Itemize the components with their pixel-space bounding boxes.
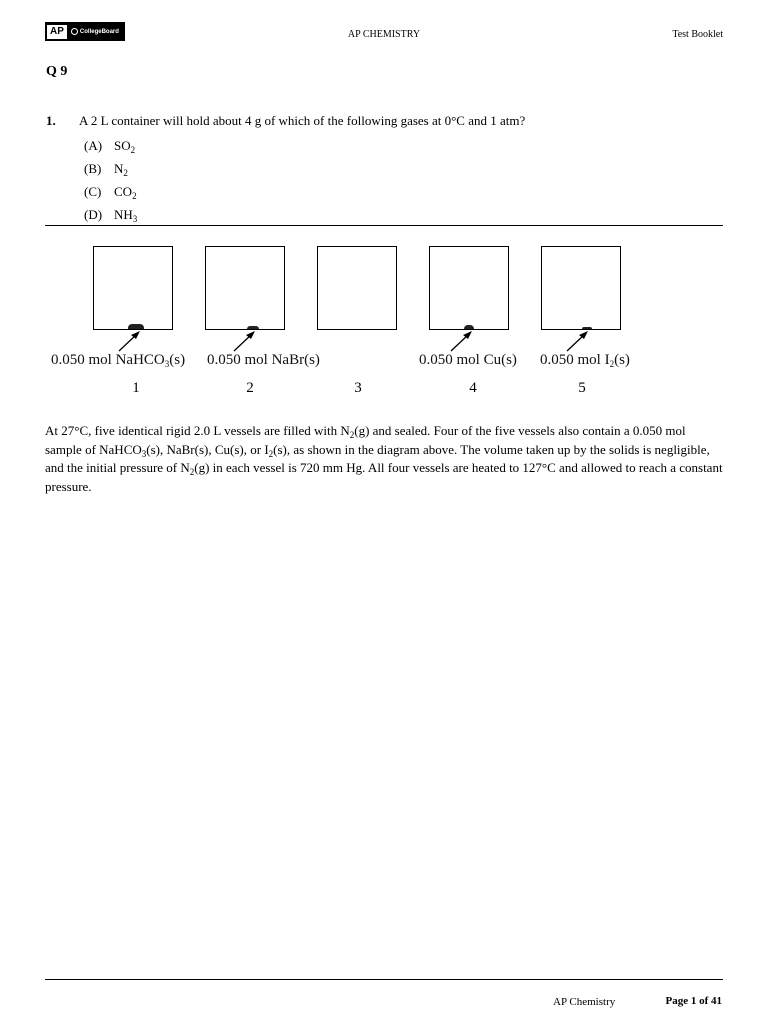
para-text-1: At 27°C, five identical rigid 2.0 L vessels are filled with N [45, 423, 350, 438]
para-sub-2: 3 [141, 448, 147, 459]
para-text-2: (g) and sealed. Four of the five vessels also contain a 0.050 mol sample of NaHCO [45, 423, 686, 457]
vessel-3 [317, 246, 397, 330]
vessel-5-label-sub: 2 [609, 359, 615, 369]
vessel-2-label [207, 352, 320, 369]
para-text-5: (g) in each vessel is 720 mm Hg. All four vessels are heated to 127°C and allowed to reach a constant pressure. [45, 460, 723, 494]
page-number: Page 1 of 41 [665, 995, 722, 1007]
para-sub-3: 2 [268, 448, 274, 459]
choice-subscript: 2 [123, 168, 128, 178]
choice-formula: NH [114, 207, 133, 222]
question-text: A 2 L container will hold about 4 g of which of the following gases at 0°C and 1 atm? [79, 113, 526, 128]
vessel-4-number: 4 [469, 380, 477, 396]
choice-formula: SO [114, 138, 131, 153]
collegeboard-wordmark: CollegeBoard [79, 29, 119, 36]
page-header [45, 22, 723, 42]
section-divider [45, 225, 723, 226]
footer-subject: AP Chemistry [553, 996, 616, 1008]
header-booklet: Test Booklet [672, 29, 723, 40]
question-label: Q 9 [46, 64, 68, 79]
vessel-1-label-state: (s) [169, 352, 186, 368]
vessel-1-label-text: 0.050 mol NaHCO [51, 352, 165, 368]
vessel-4 [429, 246, 509, 330]
vessel-2-number: 2 [246, 380, 254, 396]
choice-letter: (A) [84, 138, 103, 153]
vessel-1-label-sub: 3 [164, 359, 170, 369]
vessel-2 [205, 246, 285, 330]
choice-letter: (C) [84, 184, 102, 199]
vessel-4-label-state: (s) [501, 352, 517, 368]
choice-subscript: 3 [132, 214, 138, 224]
ap-logo-mark: AP [47, 25, 67, 39]
choice-subscript: 2 [132, 191, 137, 201]
choice-letter: (B) [84, 161, 102, 176]
vessel-5-label-text: 0.050 mol I [540, 352, 610, 368]
para-text-4: (s), as shown in the diagram above. The volume taken up by the solids is negligible, and the initial pressure of N [45, 441, 710, 475]
para-sub-1: 2 [349, 430, 355, 440]
arrow-icon [115, 329, 145, 353]
vessel-1-number: 1 [132, 380, 140, 396]
choice-formula: CO [114, 184, 133, 199]
vessel-5-label [540, 352, 630, 369]
choice-letter: (D) [84, 207, 103, 222]
vessels-diagram [45, 236, 723, 406]
vessel-4-label [419, 352, 517, 369]
vessel-5-number: 5 [578, 380, 586, 396]
arrow-icon [230, 329, 260, 353]
para-sub-4: 2 [189, 467, 195, 477]
arrow-icon [563, 329, 593, 353]
arrow-icon [447, 329, 477, 353]
vessel-5-label-state: (s) [614, 352, 630, 368]
vessel-4-label-text: 0.050 mol Cu [419, 352, 502, 368]
header-subject: AP CHEMISTRY [347, 29, 421, 40]
question-number: 1. [46, 113, 56, 128]
choice-a[interactable] [84, 136, 137, 159]
vessel-2-label-state: (s) [304, 352, 320, 368]
vessel-3-number: 3 [354, 380, 362, 396]
scenario-paragraph [45, 422, 725, 496]
vessel-1-label [51, 352, 185, 369]
answer-choices [84, 136, 137, 228]
footer-divider [45, 979, 723, 980]
choice-formula: N [114, 161, 124, 176]
choice-c[interactable] [84, 182, 137, 205]
vessel-2-label-text: 0.050 mol NaBr [207, 352, 305, 368]
choice-subscript: 2 [130, 145, 136, 155]
para-text-3: (s), NaBr(s), Cu(s), or I [146, 441, 269, 457]
vessel-1 [93, 246, 173, 330]
vessel-5 [541, 246, 621, 330]
choice-b[interactable] [84, 159, 137, 182]
